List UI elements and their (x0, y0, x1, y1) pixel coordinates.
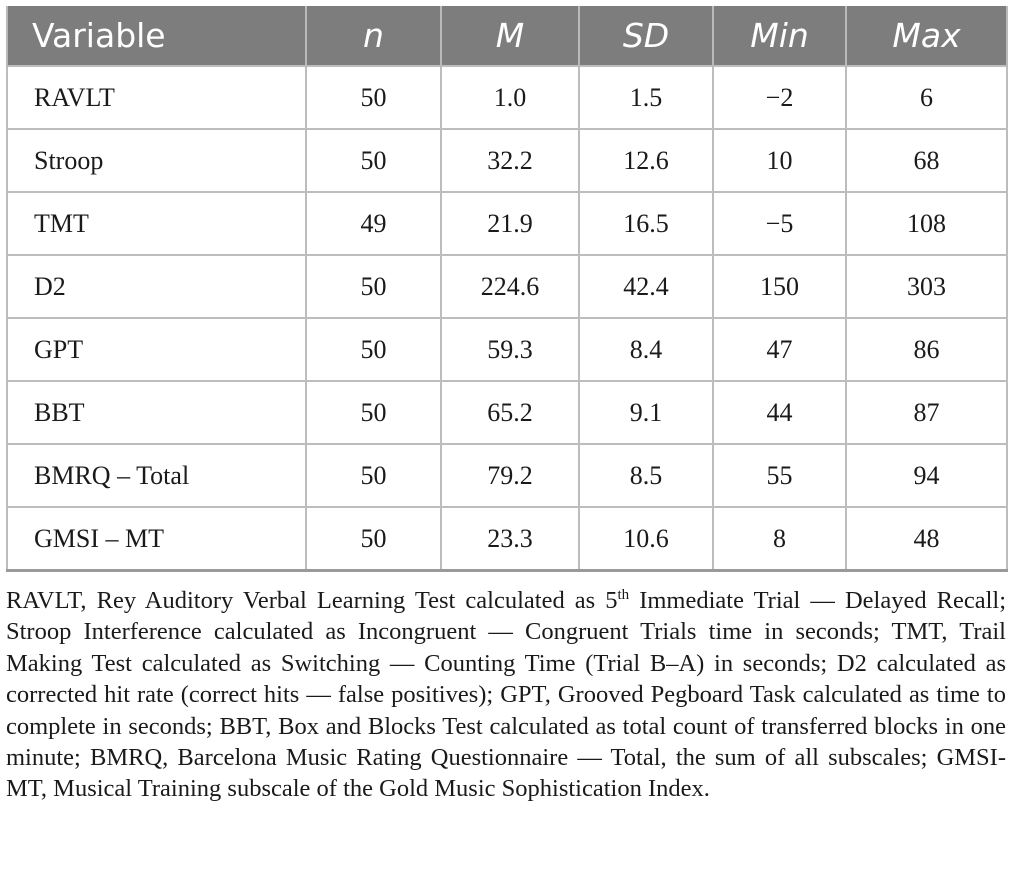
cell-min: −5 (713, 192, 846, 255)
header-mean: M (441, 6, 579, 66)
table-row (7, 444, 1007, 507)
cell-max: 108 (846, 192, 1007, 255)
cell-mean: 224.6 (441, 255, 579, 318)
cell-min: 55 (713, 444, 846, 507)
table-row (7, 255, 1007, 318)
cell-mean: 1.0 (441, 66, 579, 129)
cell-n: 50 (306, 129, 441, 192)
cell-min: 10 (713, 129, 846, 192)
cell-min: 47 (713, 318, 846, 381)
footnote-text-start: RAVLT, Rey Auditory Verbal Learning Test calculated as 5 (6, 587, 618, 614)
table-row (7, 129, 1007, 192)
table-row (7, 507, 1007, 571)
cell-min: 150 (713, 255, 846, 318)
cell-variable: BBT (7, 381, 306, 444)
cell-variable: GPT (7, 318, 306, 381)
cell-max: 48 (846, 507, 1007, 571)
cell-sd: 10.6 (579, 507, 713, 571)
cell-max: 6 (846, 66, 1007, 129)
cell-sd: 8.4 (579, 318, 713, 381)
cell-max: 303 (846, 255, 1007, 318)
cell-n: 50 (306, 507, 441, 571)
cell-n: 50 (306, 318, 441, 381)
cell-sd: 12.6 (579, 129, 713, 192)
cell-max: 87 (846, 381, 1007, 444)
cell-n: 50 (306, 381, 441, 444)
cell-variable: Stroop (7, 129, 306, 192)
cell-mean: 21.9 (441, 192, 579, 255)
table-row (7, 66, 1007, 129)
table-row (7, 381, 1007, 444)
cell-variable: D2 (7, 255, 306, 318)
footnote-superscript: th (617, 587, 630, 603)
footnote-text-rest: Immediate Trial — Delayed Recall; Stroop Interference calculated as Incongruent — Congruent Trials time in seconds; TMT, Trail Making Test calculated as Switching — Counting Time (Trial B–A) in seconds; D2 calculated as corrected hit rate (correct hits — false positives); GPT, Grooved Pegboard Task calculated as time to complete in seconds; BBT, Box and Blocks Test calculated as total count of transferred blocks in one minute; BMRQ, Barcelona Music Rating Questionnaire — Total, the sum of all subscales; GMSI-MT, Musical Training subscale of the Gold Music Sophistication Index. (6, 587, 1007, 803)
table-row (7, 318, 1007, 381)
header-max: Max (846, 6, 1007, 66)
table-footnote (6, 585, 1006, 805)
header-variable: Variable (7, 6, 306, 66)
cell-mean: 65.2 (441, 381, 579, 444)
cell-mean: 59.3 (441, 318, 579, 381)
cell-sd: 9.1 (579, 381, 713, 444)
cell-max: 94 (846, 444, 1007, 507)
cell-max: 68 (846, 129, 1007, 192)
cell-variable: TMT (7, 192, 306, 255)
cell-variable: BMRQ – Total (7, 444, 306, 507)
cell-max: 86 (846, 318, 1007, 381)
cell-n: 49 (306, 192, 441, 255)
table-row (7, 192, 1007, 255)
header-sd: SD (579, 6, 713, 66)
cell-sd: 42.4 (579, 255, 713, 318)
cell-sd: 1.5 (579, 66, 713, 129)
cell-min: 8 (713, 507, 846, 571)
cell-mean: 79.2 (441, 444, 579, 507)
cell-sd: 8.5 (579, 444, 713, 507)
cell-min: −2 (713, 66, 846, 129)
descriptive-statistics-table (6, 6, 1008, 572)
cell-n: 50 (306, 444, 441, 507)
cell-mean: 32.2 (441, 129, 579, 192)
cell-variable: RAVLT (7, 66, 306, 129)
table-container (6, 6, 1006, 572)
header-n: n (306, 6, 441, 66)
header-min: Min (713, 6, 846, 66)
table-header-row (7, 6, 1007, 66)
cell-variable: GMSI – MT (7, 507, 306, 571)
cell-min: 44 (713, 381, 846, 444)
cell-sd: 16.5 (579, 192, 713, 255)
cell-mean: 23.3 (441, 507, 579, 571)
cell-n: 50 (306, 255, 441, 318)
cell-n: 50 (306, 66, 441, 129)
